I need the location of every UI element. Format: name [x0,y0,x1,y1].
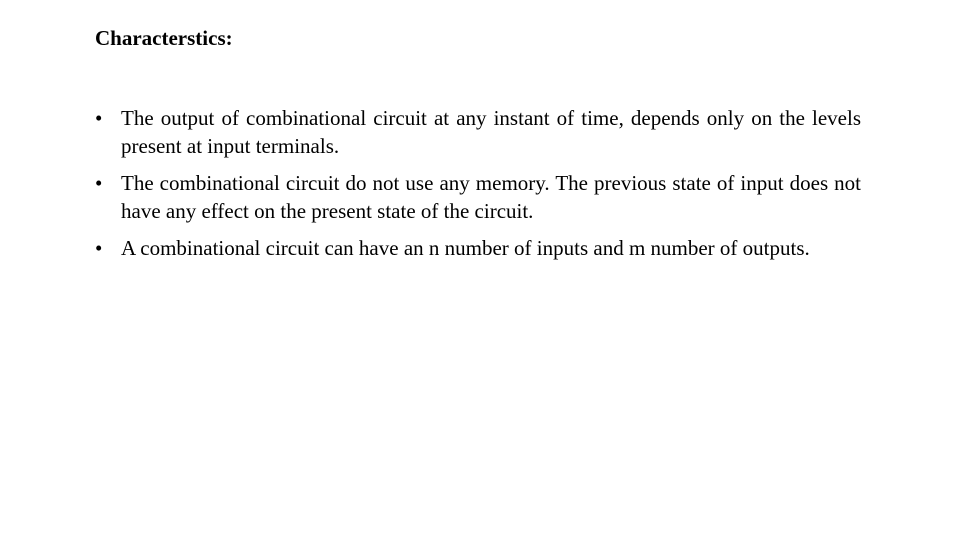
bullet-text: A combinational circuit can have an n number of inputs and m number of outputs. [121,236,810,260]
bullet-item [95,234,861,262]
bullet-list [95,104,861,271]
bullet-text: The combinational circuit do not use any memory. The previous state of input does not have any effect on the present state of the circuit. [121,171,861,223]
bullet-item [95,104,861,160]
bullet-icon: • [95,236,103,260]
bullet-icon: • [95,106,103,130]
bullet-item [95,169,861,225]
slide-heading: Characterstics: [95,26,233,50]
bullet-text: The output of combinational circuit at any instant of time, depends only on the levels present at input terminals. [121,106,861,158]
bullet-icon: • [95,171,103,195]
